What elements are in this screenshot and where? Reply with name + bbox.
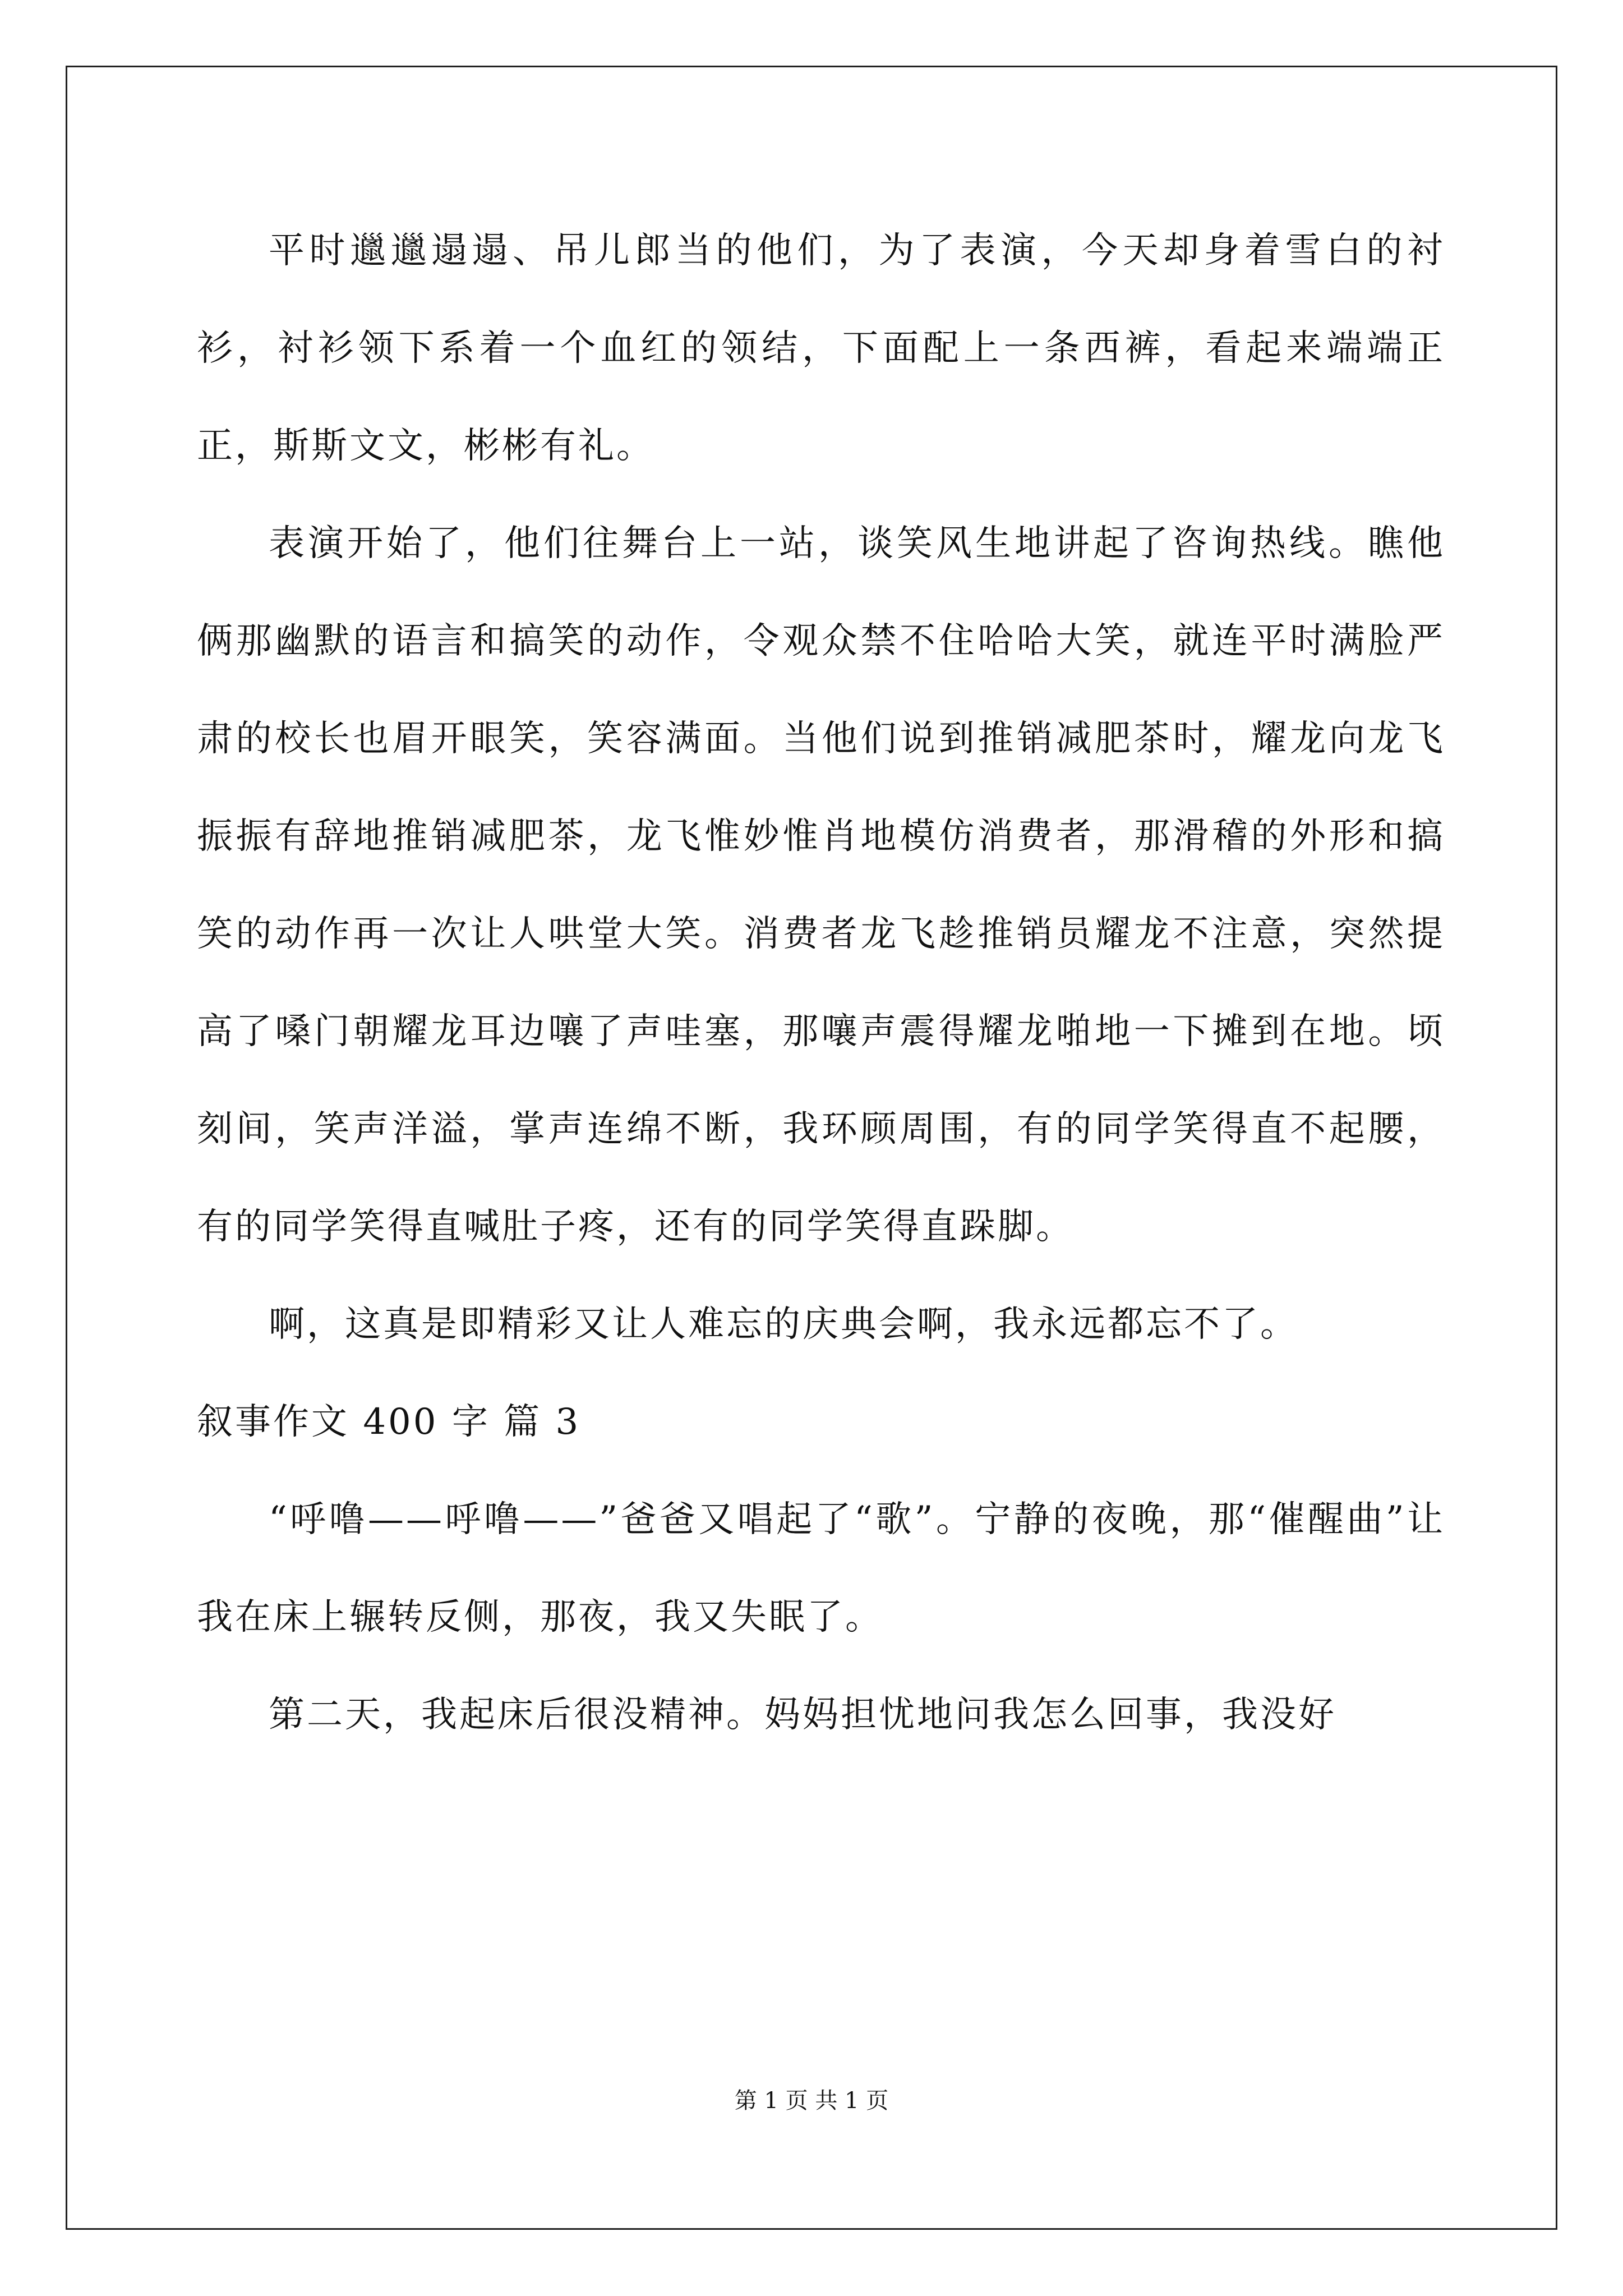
paragraph: 平时邋邋遢遢、吊儿郎当的他们，为了表演，今天却身着雪白的衬衫，衬衫领下系着一个血红的领结，下面配上一条西裤，看起来端端正正，斯斯文文，彬彬有礼。 <box>197 230 1445 467</box>
paragraph: 第二天，我起床后很没精神。妈妈担忧地问我怎么回事，我没好 <box>269 1694 1336 1736</box>
document-body <box>197 202 1445 1764</box>
section-heading: 叙事作文 400 字 篇 3 <box>197 1401 581 1443</box>
paragraph: 表演开始了，他们往舞台上一站，谈笑风生地讲起了咨询热线。瞧他俩那幽默的语言和搞笑的动作，令观众禁不住哈哈大笑，就连平时满脸严肃的校长也眉开眼笑，笑容满面。当他们说到推销减肥茶时，耀龙向龙飞振振有辞地推销减肥茶，龙飞惟妙惟肖地模仿消费者，那滑稽的外形和搞笑的动作再一次让人哄堂大笑。消费者龙飞趁推销员耀龙不注意，突然提高了嗓门朝耀龙耳边嚷了声哇塞，那嚷声震得耀龙啪地一下摊到在地。顷刻间，笑声洋溢，掌声连绵不断，我环顾周围，有的同学笑得直不起腰，有的同学笑得直喊肚子疼，还有的同学笑得直跺脚。 <box>197 523 1445 1248</box>
page-number-footer: 第 1 页 共 1 页 <box>734 2088 889 2114</box>
paragraph: 啊，这真是即精彩又让人难忘的庆典会啊，我永远都忘不了。 <box>269 1304 1298 1345</box>
paragraph: “呼噜——呼噜——”爸爸又唱起了“歌”。宁静的夜晚，那“催醒曲”让我在床上辗转反侧，那夜，我又失眠了。 <box>197 1499 1445 1638</box>
